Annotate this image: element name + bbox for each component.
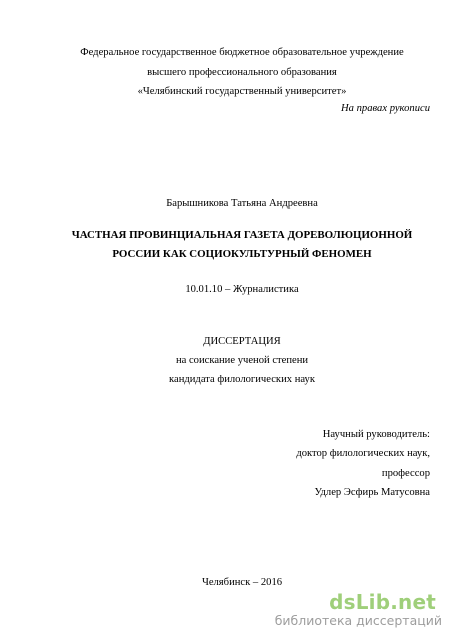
supervisor-rank: профессор <box>381 468 430 479</box>
specialty-code: 10.01.10 – Журналистика <box>185 284 299 295</box>
institution-line-1: Федеральное государственное бюджетное образовательное учреждение <box>80 47 404 58</box>
dissertation-type: ДИССЕРТАЦИЯ <box>203 336 281 347</box>
supervisor-degree: доктор филологических наук, <box>296 448 430 459</box>
watermark <box>274 590 442 633</box>
thesis-title-line-2: РОССИИ КАК СОЦИОКУЛЬТУРНЫЙ ФЕНОМЕН <box>112 248 372 260</box>
author-name: Барышникова Татьяна Андреевна <box>166 198 318 209</box>
institution-line-2: высшего профессионального образования <box>147 67 337 78</box>
watermark-subtitle: библиотека диссертаций <box>274 613 442 628</box>
rights-note: На правах рукописи <box>341 103 430 114</box>
supervisor-name: Удлер Эсфирь Матусовна <box>314 487 430 498</box>
institution-line-3: «Челябинский государственный университет» <box>137 86 347 97</box>
dissertation-degree: кандидата филологических наук <box>169 374 315 385</box>
city-year: Челябинск – 2016 <box>201 577 283 588</box>
thesis-title-line-1: ЧАСТНАЯ ПРОВИНЦИАЛЬНАЯ ГАЗЕТА ДОРЕВОЛЮЦИОННОЙ <box>71 229 413 241</box>
watermark-logo: dsLib.net <box>329 590 436 614</box>
dissertation-purpose: на соискание ученой степени <box>175 355 309 366</box>
supervisor-label: Научный руководитель: <box>322 429 430 440</box>
